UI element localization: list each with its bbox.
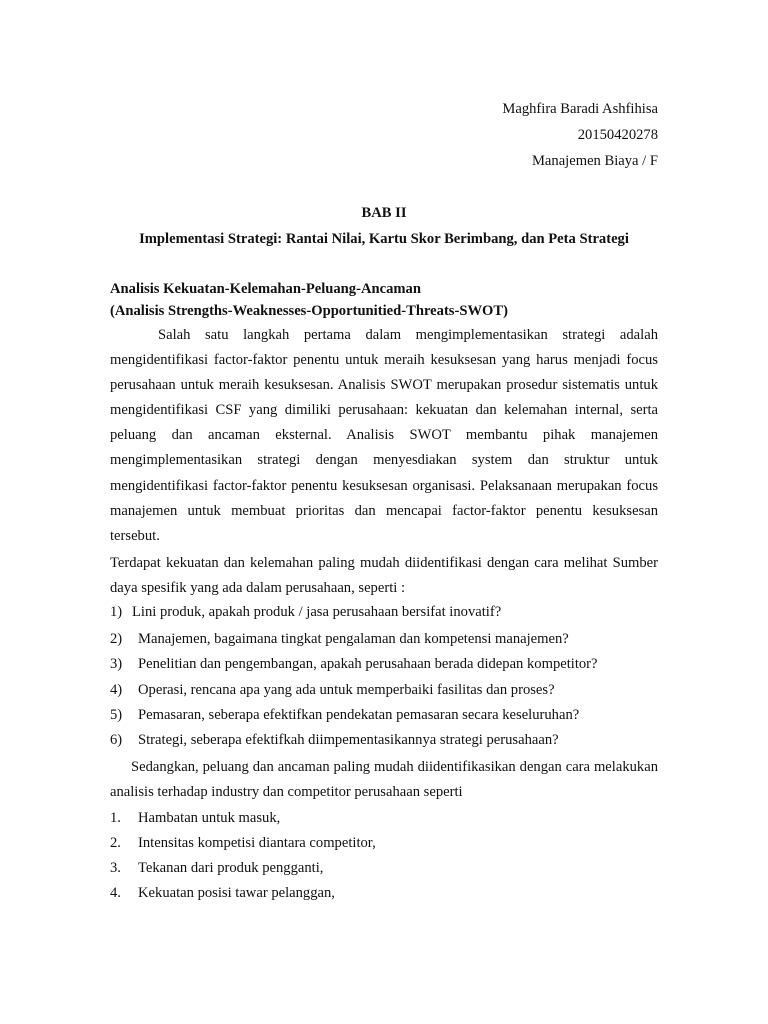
list-item-number: 3) bbox=[110, 656, 123, 672]
list-item-text: Strategi, seberapa efektifkah diimpementasikannya strategi perusahaan? bbox=[138, 732, 559, 748]
list-item bbox=[110, 631, 569, 648]
student-id: 20150420278 bbox=[577, 127, 658, 143]
list-item bbox=[110, 732, 559, 749]
list-item-text: Hambatan untuk masuk, bbox=[138, 810, 281, 826]
list-item-number: 3. bbox=[110, 860, 121, 876]
list-item-text: Intensitas kompetisi diantara competitor, bbox=[138, 835, 376, 851]
paragraph-swot-intro: Salah satu langkah pertama dalam mengimplementasikan strategi adalah mengidentifikasi factor-faktor penentu untuk meraih kesuksesan yang harus menjadi focus perusahaan untuk meraih kesuksesan. Analisis SWOT merupakan prosedur sistematis untuk mengidentifikasi CSF yang dimiliki perusahaan: kekuatan dan kelemahan internal, serta peluang dan ancaman eksternal. Analisis SWOT membantu pihak manajemen mengimplementasikan strategi dengan menyesdiakan system dan struktur untuk mengidentifikasi factor-faktor penentu kesuksesan organisasi. Pelaksanaan merupakan focus manajemen untuk membuat prioritas dan mencapai factor-faktor penentu kesuksesan tersebut. bbox=[110, 327, 658, 544]
list-item bbox=[110, 682, 555, 699]
list-item bbox=[110, 885, 335, 902]
paragraph-external-factors: Sedangkan, peluang dan ancaman paling mudah diidentifikasikan dengan cara melakukan analisis terhadap industry dan competitor perusahaan seperti bbox=[110, 759, 658, 801]
list-item-text: Manajemen, bagaimana tingkat pengalaman dan kompetensi manajemen? bbox=[138, 631, 569, 647]
paragraph-internal-factors: Terdapat kekuatan dan kelemahan paling mudah diidentifikasi dengan cara melihat Sumber daya spesifik yang ada dalam perusahaan, seperti : bbox=[110, 555, 658, 597]
section-heading: Analisis Kekuatan-Kelemahan-Peluang-Ancaman bbox=[110, 281, 421, 297]
list-item-number: 2. bbox=[110, 835, 121, 851]
list-item-number: 2) bbox=[110, 631, 123, 647]
list-item bbox=[110, 707, 580, 724]
list-item bbox=[110, 656, 598, 673]
list-item-text: Tekanan dari produk pengganti, bbox=[138, 860, 324, 876]
list-item bbox=[110, 604, 502, 621]
section-subheading: (Analisis Strengths-Weaknesses-Opportunitied-Threats-SWOT) bbox=[110, 303, 508, 319]
list-item-number: 6) bbox=[110, 732, 123, 748]
chapter-label: BAB II bbox=[361, 205, 407, 221]
list-item bbox=[110, 860, 324, 877]
list-item-number: 1. bbox=[110, 810, 121, 826]
list-item-number: 4) bbox=[110, 682, 123, 698]
list-item-text: Penelitian dan pengembangan, apakah perusahaan berada didepan kompetitor? bbox=[138, 656, 598, 672]
list-item-text: Kekuatan posisi tawar pelanggan, bbox=[138, 885, 335, 901]
list-item bbox=[110, 835, 376, 852]
course-name: Manajemen Biaya / F bbox=[531, 153, 658, 169]
author-name: Maghfira Baradi Ashfihisa bbox=[502, 101, 658, 117]
list-item-number: 1) bbox=[110, 604, 123, 620]
list-item-number: 4. bbox=[110, 885, 121, 901]
list-item-number: 5) bbox=[110, 707, 123, 723]
list-item-text: Operasi, rencana apa yang ada untuk memperbaiki fasilitas dan proses? bbox=[138, 682, 555, 698]
list-item-text: Lini produk, apakah produk / jasa perusahaan bersifat inovatif? bbox=[132, 604, 502, 620]
list-item-text: Pemasaran, seberapa efektifkan pendekatan pemasaran secara keseluruhan? bbox=[138, 707, 580, 723]
list-item bbox=[110, 810, 281, 827]
chapter-title: Implementasi Strategi: Rantai Nilai, Kartu Skor Berimbang, dan Peta Strategi bbox=[139, 231, 629, 247]
